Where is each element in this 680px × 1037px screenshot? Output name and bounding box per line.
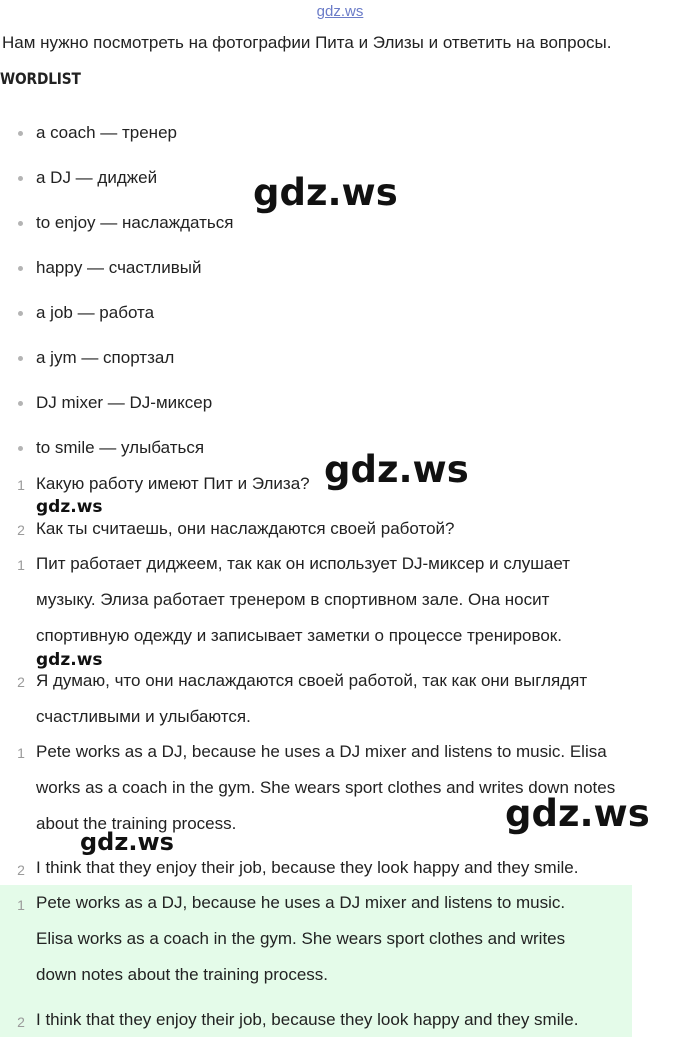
question-number: 2 — [17, 522, 25, 538]
list-item: a job — работа — [36, 303, 155, 322]
watermark: gdz.ws — [36, 497, 103, 517]
bullet-icon — [18, 311, 23, 316]
answer-number: 2 — [17, 674, 25, 690]
watermark: gdz.ws — [505, 792, 650, 835]
bullet-icon — [18, 131, 23, 136]
watermark: gdz.ws — [36, 650, 103, 670]
answer-line: Я думаю, что они наслаждаются своей работой, так как они выглядят — [36, 671, 588, 690]
answer-line: I think that they enjoy their job, because they look happy and they smile. — [36, 858, 579, 877]
intro-text: Нам нужно посмотреть на фотографии Пита и Элизы и ответить на вопросы. — [2, 33, 612, 52]
answer-number: 2 — [17, 862, 25, 878]
wordlist-title: WORDLIST — [0, 69, 81, 88]
answer-line: спортивную одежду и записывает заметки о процессе тренировок. — [36, 626, 562, 645]
bullet-icon — [18, 266, 23, 271]
answer-line: about the training process. — [36, 814, 237, 833]
answer-line: счастливыми и улыбаются. — [36, 707, 251, 726]
watermark: gdz.ws — [80, 828, 174, 856]
list-item: a jym — спортзал — [36, 348, 175, 367]
list-item: to enjoy — наслаждаться — [36, 213, 234, 232]
answer-line: Пит работает диджеем, так как он использует DJ-миксер и слушает — [36, 554, 571, 573]
answer-number: 1 — [17, 897, 25, 913]
site-link[interactable]: gdz.ws — [316, 3, 364, 20]
watermark: gdz.ws — [324, 448, 469, 491]
watermark: gdz.ws — [253, 171, 398, 214]
list-item: a coach — тренер — [36, 123, 177, 142]
bullet-icon — [18, 221, 23, 226]
question-text: Как ты считаешь, они наслаждаются своей работой? — [36, 519, 455, 538]
answer-number: 2 — [17, 1014, 25, 1030]
answer-line: I think that they enjoy their job, because they look happy and they smile. — [36, 1010, 579, 1029]
bullet-icon — [18, 446, 23, 451]
bullet-icon — [18, 401, 23, 406]
list-item: to smile — улыбаться — [36, 438, 205, 457]
list-item: happy — счастливый — [36, 258, 202, 277]
answer-line: down notes about the training process. — [36, 965, 329, 984]
answer-line: Pete works as a DJ, because he uses a DJ mixer and listens to music. — [36, 893, 566, 912]
list-item: DJ mixer — DJ-миксер — [36, 393, 213, 412]
answer-line: works as a coach in the gym. She wears sport clothes and writes down notes — [36, 778, 616, 797]
answer-line: Pete works as a DJ, because he uses a DJ mixer and listens to music. Elisa — [36, 742, 607, 761]
answer-number: 1 — [17, 745, 25, 761]
answer-line: музыку. Элиза работает тренером в спортивном зале. Она носит — [36, 590, 550, 609]
question-text: Какую работу имеют Пит и Элиза? — [36, 474, 310, 493]
answer-number: 1 — [17, 557, 25, 573]
bullet-icon — [18, 176, 23, 181]
answer-line: Elisa works as a coach in the gym. She wears sport clothes and writes — [36, 929, 566, 948]
list-item: a DJ — диджей — [36, 168, 158, 187]
bullet-icon — [18, 356, 23, 361]
question-number: 1 — [17, 477, 25, 493]
